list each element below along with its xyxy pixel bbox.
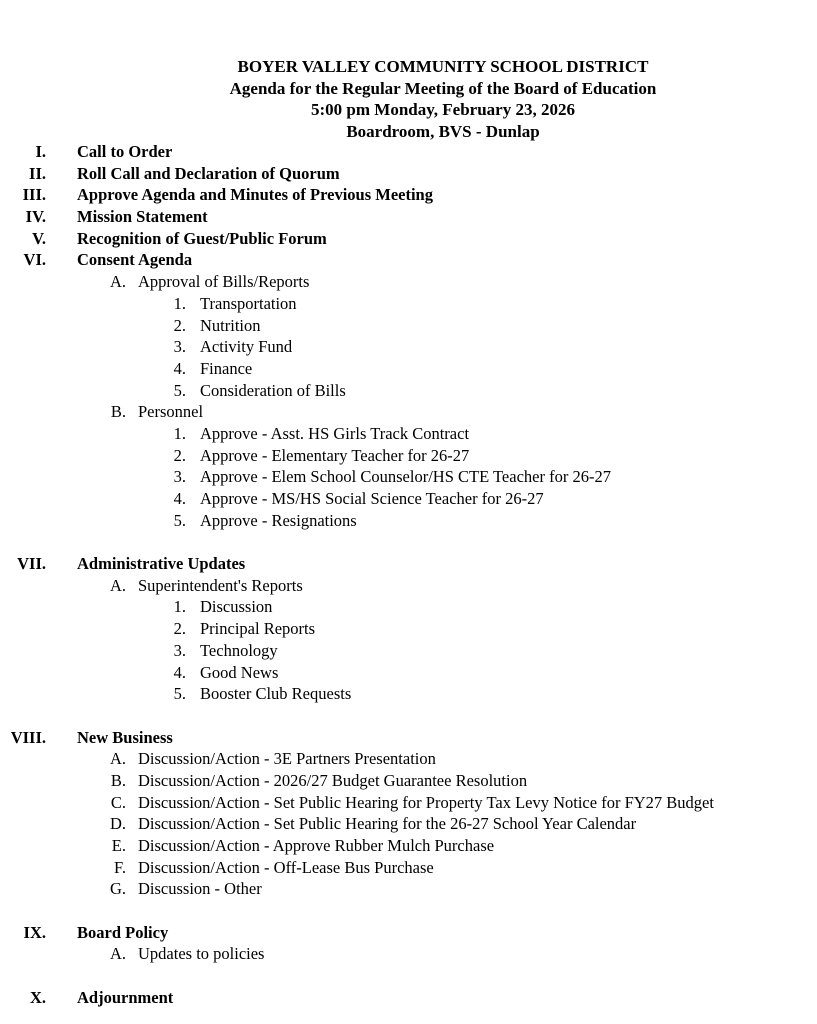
- item-title: Finance: [200, 358, 253, 378]
- item-number: 3.: [173, 467, 186, 487]
- subitem-title: Personnel: [138, 402, 204, 422]
- agenda-section: [0, 163, 817, 185]
- agenda-item: [0, 293, 817, 315]
- agenda-section: [0, 922, 817, 944]
- subitem-title: Discussion/Action - Off-Lease Bus Purchase: [138, 857, 434, 877]
- item-number: 1.: [173, 423, 186, 443]
- item-number: 4.: [173, 662, 186, 682]
- subitem-title: Discussion/Action - 3E Partners Presentation: [138, 749, 436, 769]
- section-number: VI.: [23, 250, 46, 270]
- agenda-item: [0, 423, 817, 445]
- item-title: Approve - Elementary Teacher for 26-27: [200, 445, 470, 465]
- section-number: X.: [29, 987, 46, 1007]
- item-number: 4.: [173, 358, 186, 378]
- agenda-subitem: [0, 401, 817, 423]
- agenda-subitem: [0, 575, 817, 597]
- item-number: 3.: [173, 337, 186, 357]
- agenda-list: [0, 141, 817, 1009]
- item-title: Approve - Resignations: [200, 510, 357, 530]
- item-title: Principal Reports: [200, 619, 316, 639]
- subitem-title: Discussion/Action - Set Public Hearing for the 26-27 School Year Calendar: [138, 814, 637, 834]
- agenda-item: [0, 358, 817, 380]
- section-title: Call to Order: [77, 142, 173, 161]
- section-number: III.: [22, 185, 46, 205]
- item-title: Activity Fund: [200, 337, 293, 357]
- meeting-title: Agenda for the Regular Meeting of the Board of Education: [229, 78, 657, 98]
- section-number: VIII.: [10, 727, 46, 747]
- agenda-subitem: [0, 770, 817, 792]
- agenda-subitem: [0, 857, 817, 879]
- section-title: Consent Agenda: [77, 250, 193, 270]
- section-number: IX.: [23, 922, 46, 942]
- agenda-item: [0, 336, 817, 358]
- agenda-item: [0, 488, 817, 510]
- section-spacer: [0, 705, 817, 727]
- subitem-letter: D.: [109, 814, 126, 834]
- section-title: Recognition of Guest/Public Forum: [77, 228, 327, 248]
- item-number: 2.: [173, 619, 186, 639]
- agenda-subitem: [0, 943, 817, 965]
- section-title: Administrative Updates: [77, 554, 246, 574]
- subitem-letter: B.: [110, 402, 126, 422]
- agenda-subitem: [0, 813, 817, 835]
- agenda-subitem: [0, 792, 817, 814]
- section-number: VII.: [17, 554, 46, 574]
- subitem-title: Discussion/Action - Set Public Hearing for Property Tax Levy Notice for FY27 Budget: [138, 792, 714, 812]
- section-title: Approve Agenda and Minutes of Previous Meeting: [77, 185, 433, 205]
- item-title: Consideration of Bills: [200, 380, 346, 400]
- agenda-section: [0, 987, 817, 1009]
- agenda-item: [0, 596, 817, 618]
- section-title: Roll Call and Declaration of Quorum: [77, 163, 340, 183]
- agenda-item: [0, 683, 817, 705]
- section-title: Board Policy: [77, 922, 169, 942]
- agenda-item: [0, 662, 817, 684]
- section-number: IV.: [25, 207, 46, 227]
- section-number: V.: [32, 228, 46, 248]
- item-title: Nutrition: [200, 315, 261, 335]
- item-number: 3.: [173, 640, 186, 660]
- agenda-item: [0, 315, 817, 337]
- item-title: Approve - MS/HS Social Science Teacher for 26-27: [200, 489, 544, 508]
- subitem-letter: C.: [110, 792, 126, 812]
- agenda-item: [0, 640, 817, 662]
- agenda-subitem: [0, 271, 817, 293]
- subitem-letter: A.: [109, 749, 126, 769]
- item-title: Good News: [200, 662, 279, 682]
- section-spacer: [0, 531, 817, 553]
- item-title: Approve - Elem School Counselor/HS CTE Teacher for 26-27: [200, 467, 611, 487]
- subitem-letter: A.: [109, 944, 126, 964]
- document-header: [0, 56, 817, 143]
- item-title: Transportation: [200, 293, 297, 313]
- meeting-location: Boardroom, BVS - Dunlap: [346, 122, 540, 142]
- item-number: 5.: [173, 684, 186, 704]
- subitem-letter: A.: [109, 575, 126, 595]
- section-title: Adjournment: [77, 987, 174, 1007]
- subitem-letter: E.: [111, 836, 126, 855]
- agenda-section: [0, 206, 817, 228]
- subitem-letter: B.: [110, 770, 126, 790]
- agenda-item: [0, 380, 817, 402]
- agenda-section: [0, 141, 817, 163]
- item-number: 1.: [173, 597, 186, 617]
- subitem-title: Updates to policies: [138, 944, 265, 964]
- item-number: 5.: [173, 380, 186, 400]
- agenda-section: [0, 249, 817, 271]
- item-number: 4.: [173, 489, 186, 508]
- section-title: New Business: [77, 727, 173, 747]
- agenda-item: [0, 510, 817, 532]
- agenda-section: [0, 553, 817, 575]
- agenda-section: [0, 727, 817, 749]
- agenda-section: [0, 184, 817, 206]
- item-title: Discussion: [200, 597, 273, 617]
- subitem-letter: F.: [114, 857, 126, 877]
- agenda-item: [0, 445, 817, 467]
- section-number: II.: [29, 163, 46, 183]
- item-number: 1.: [173, 293, 186, 313]
- section-number: I.: [35, 142, 46, 161]
- subitem-title: Discussion/Action - 2026/27 Budget Guarantee Resolution: [138, 770, 528, 790]
- agenda-subitem: [0, 835, 817, 857]
- agenda-section: [0, 228, 817, 250]
- section-spacer: [0, 900, 817, 922]
- agenda-item: [0, 618, 817, 640]
- subitem-title: Discussion/Action - Approve Rubber Mulch Purchase: [138, 836, 495, 855]
- subitem-letter: A.: [109, 272, 126, 292]
- section-title: Mission Statement: [77, 207, 208, 227]
- item-number: 5.: [173, 510, 186, 530]
- agenda-item: [0, 466, 817, 488]
- item-title: Approve - Asst. HS Girls Track Contract: [200, 423, 470, 443]
- subitem-title: Approval of Bills/Reports: [138, 272, 310, 292]
- item-number: 2.: [173, 315, 186, 335]
- agenda-subitem: [0, 878, 817, 900]
- meeting-datetime: 5:00 pm Monday, February 23, 2026: [311, 100, 575, 120]
- item-number: 2.: [173, 445, 186, 465]
- item-title: Booster Club Requests: [200, 684, 352, 704]
- item-title: Technology: [200, 640, 278, 660]
- subitem-letter: G.: [109, 879, 126, 899]
- section-spacer: [0, 965, 817, 987]
- district-name: BOYER VALLEY COMMUNITY SCHOOL DISTRICT: [237, 57, 649, 76]
- subitem-title: Discussion - Other: [138, 879, 262, 899]
- subitem-title: Superintendent's Reports: [138, 575, 303, 595]
- agenda-subitem: [0, 748, 817, 770]
